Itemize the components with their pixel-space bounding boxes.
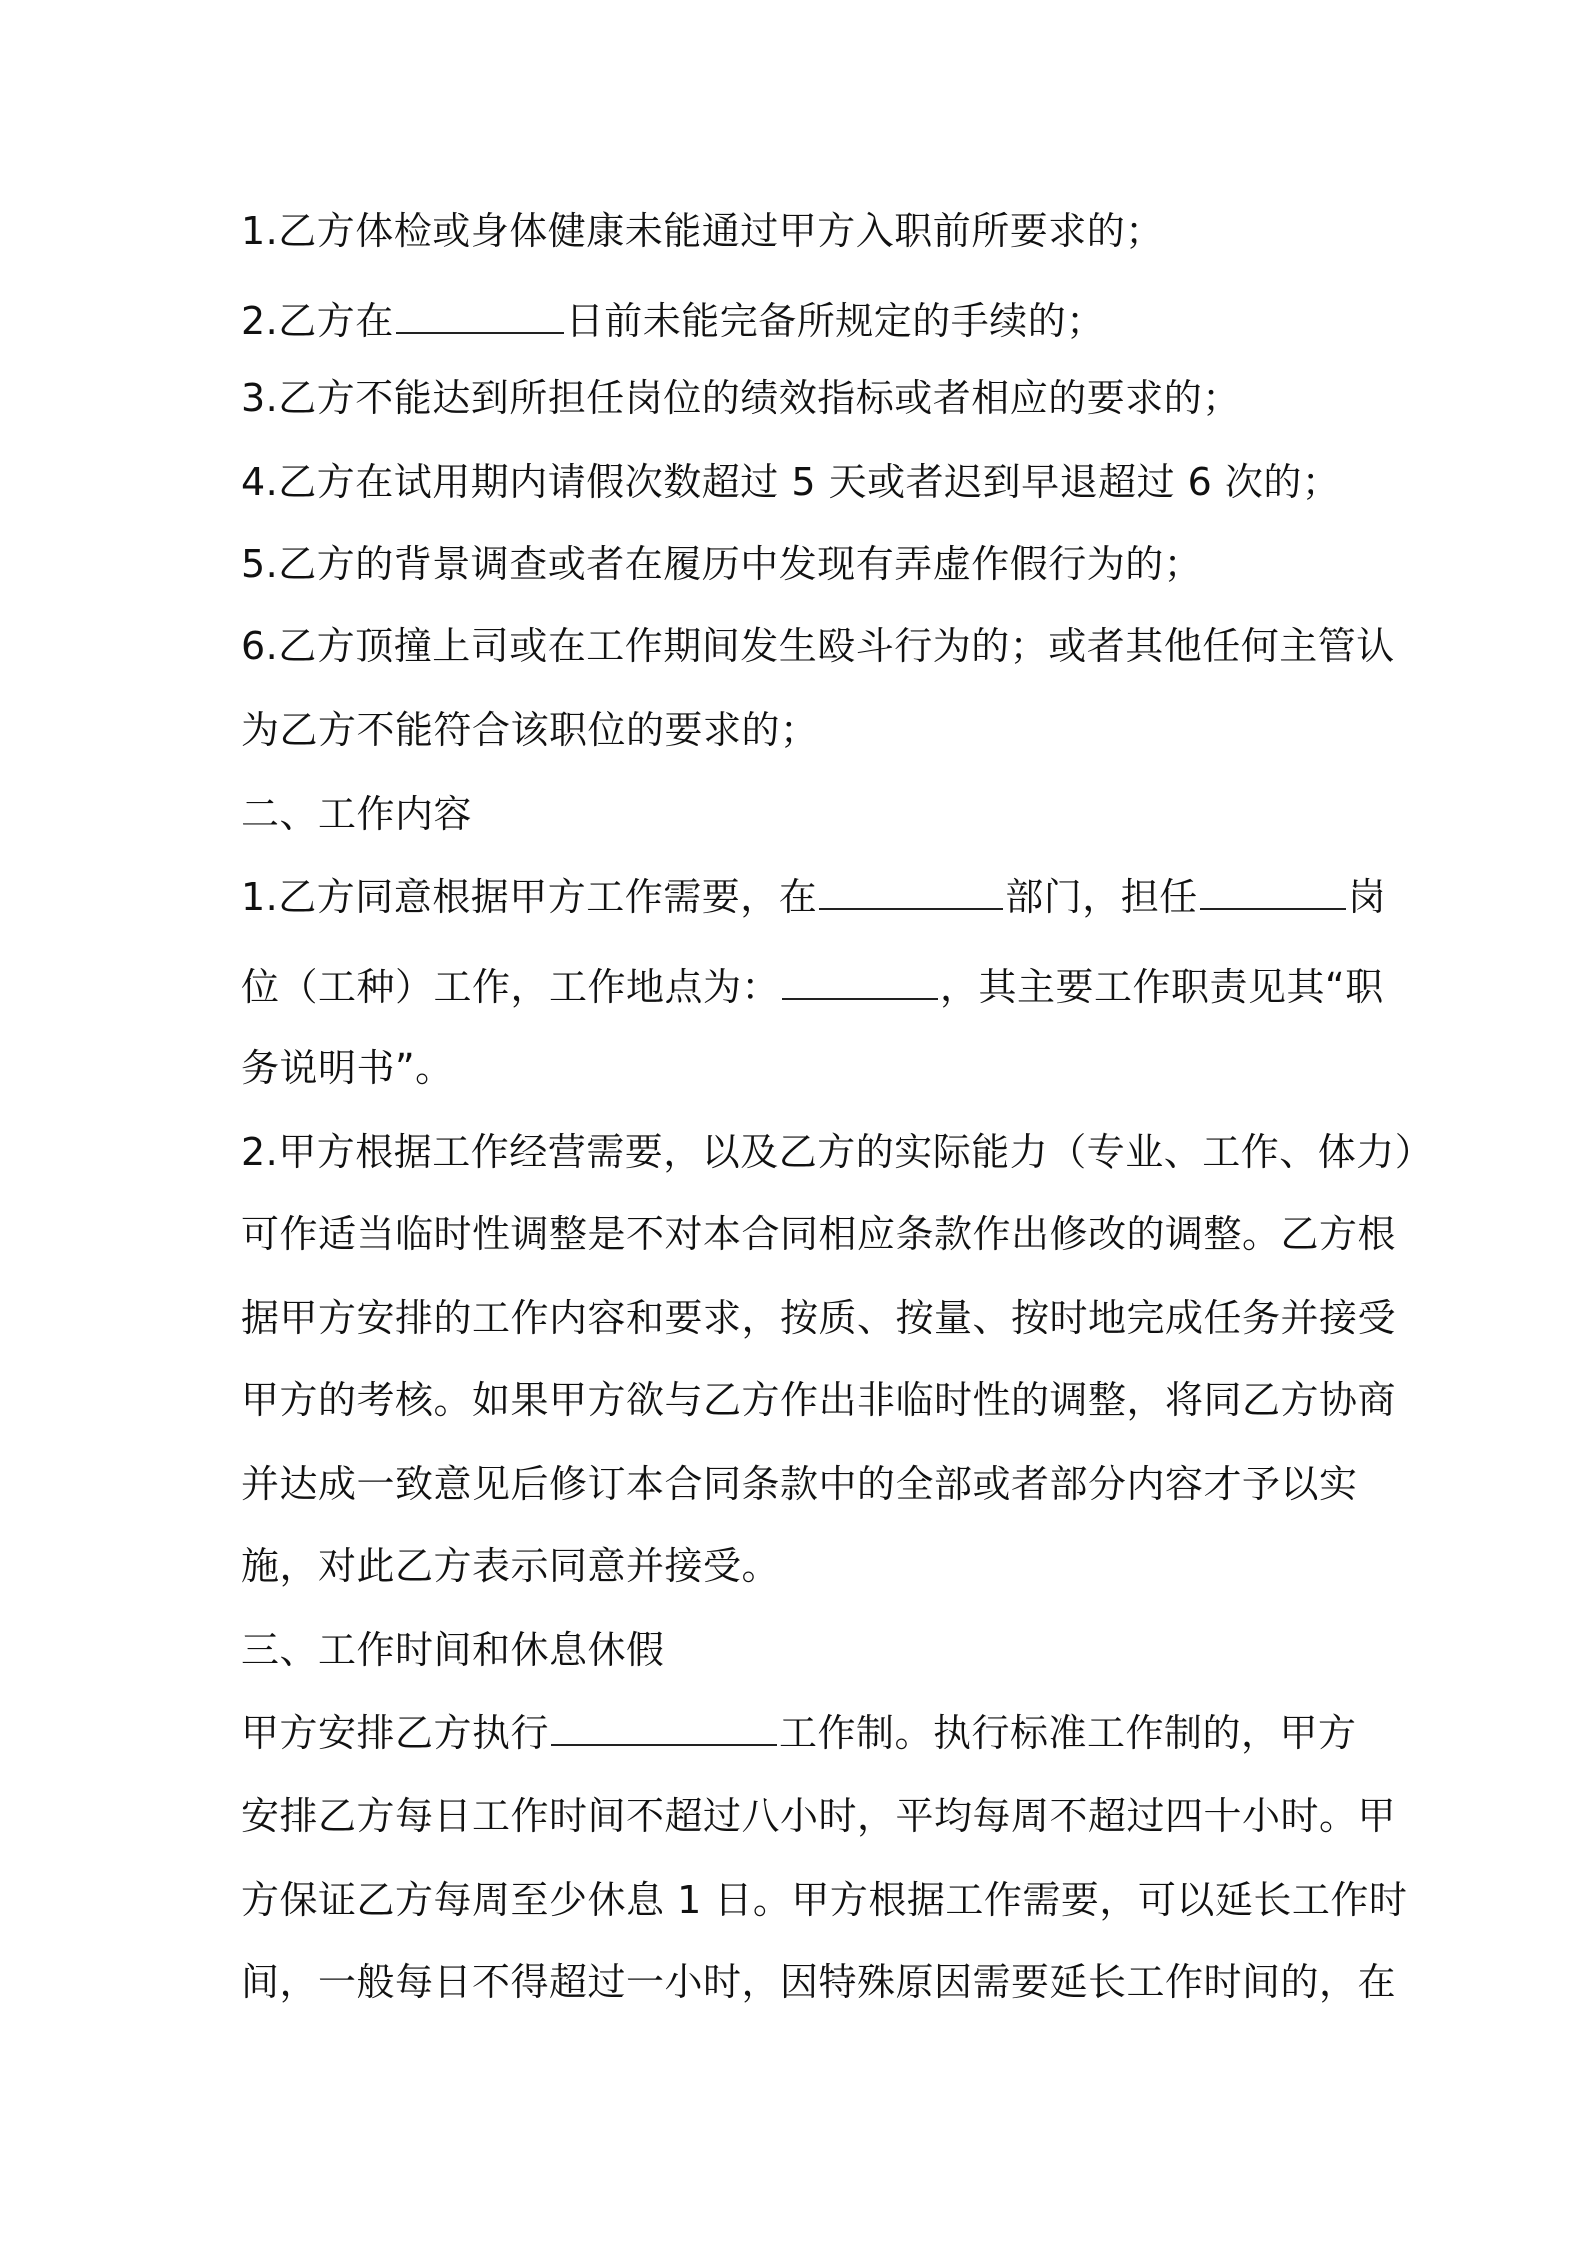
section-2-para-1-line-3	[241, 1044, 1361, 1092]
section-3-line-1	[241, 1708, 1361, 1757]
clause-text: 5.乙方的背景调查或者在履历中发现有弄虚作假行为的；	[241, 542, 1203, 586]
department-blank	[819, 872, 1003, 910]
section-2-para-1-line-2	[241, 962, 1384, 1011]
section-2-para-2-line-6	[241, 1542, 1361, 1590]
paragraph-text: 2.甲方根据工作经营需要，以及乙方的实际能力（专业、工作、体力）	[241, 1130, 1434, 1174]
section-2-para-2-line-1	[241, 1128, 1434, 1176]
section-2-para-1-line-1	[241, 872, 1387, 921]
clause-item-1	[241, 207, 1361, 255]
section-3-line-4	[241, 1958, 1397, 2006]
paragraph-text: ，其主要工作职责见其“职	[940, 965, 1384, 1009]
clause-text: 为乙方不能符合该职位的要求的；	[241, 708, 819, 752]
paragraph-text: 方保证乙方每周至少休息 1 日。甲方根据工作需要，可以延长工作时	[241, 1878, 1408, 1922]
clause-text: 1.乙方体检或身体健康未能通过甲方入职前所要求的；	[241, 209, 1164, 253]
section-2-para-2-line-5	[241, 1460, 1361, 1508]
clause-item-2	[241, 296, 1361, 345]
paragraph-text: 部门，担任	[1005, 875, 1198, 919]
paragraph-text: 岗	[1347, 875, 1387, 919]
section-3-line-3	[241, 1876, 1408, 1924]
section-2-para-2-line-3	[241, 1294, 1397, 1342]
paragraph-text: 并达成一致意见后修订本合同条款中的全部或者部分内容才予以实	[241, 1462, 1358, 1506]
date-blank	[396, 296, 564, 334]
section-2-para-2-line-4	[241, 1376, 1397, 1424]
paragraph-text: 甲方的考核。如果甲方欲与乙方作出非临时性的调整，将同乙方协商	[241, 1378, 1397, 1422]
work-system-blank	[551, 1708, 777, 1746]
clause-item-6-line-1	[241, 622, 1395, 670]
clause-item-6-line-2	[241, 706, 1361, 754]
section-2-para-2-line-2	[241, 1210, 1397, 1258]
paragraph-text: 安排乙方每日工作时间不超过八小时，平均每周不超过四十小时。甲	[241, 1794, 1397, 1838]
clause-item-3	[241, 374, 1361, 422]
paragraph-text: 1.乙方同意根据甲方工作需要，在	[241, 875, 818, 919]
clause-text: 3.乙方不能达到所担任岗位的绩效指标或者相应的要求的；	[241, 376, 1241, 420]
clause-text: 4.乙方在试用期内请假次数超过 5 天或者迟到早退超过 6 次的；	[241, 460, 1341, 504]
paragraph-text: 可作适当临时性调整是不对本合同相应条款作出修改的调整。乙方根	[241, 1212, 1397, 1256]
paragraph-text: 施，对此乙方表示同意并接受。	[241, 1544, 781, 1588]
section-2-heading	[241, 790, 1361, 838]
position-blank	[1200, 872, 1346, 910]
clause-text: 2.乙方在	[241, 299, 394, 343]
paragraph-text: 间，一般每日不得超过一小时，因特殊原因需要延长工作时间的，在	[241, 1960, 1397, 2004]
paragraph-text: 甲方安排乙方执行	[241, 1711, 550, 1755]
clause-item-4	[241, 458, 1361, 506]
section-3-heading	[241, 1626, 1361, 1674]
workplace-blank	[782, 962, 938, 1000]
section-heading: 三、工作时间和休息休假	[241, 1628, 665, 1672]
clause-item-5	[241, 540, 1361, 588]
paragraph-text: 务说明书”。	[241, 1046, 454, 1090]
section-3-line-2	[241, 1792, 1397, 1840]
paragraph-text: 据甲方安排的工作内容和要求，按质、按量、按时地完成任务并接受	[241, 1296, 1397, 1340]
clause-text: 日前未能完备所规定的手续的；	[565, 299, 1105, 343]
paragraph-text: 工作制。执行标准工作制的，甲方	[779, 1711, 1357, 1755]
paragraph-text: 位（工种）工作，工作地点为：	[241, 965, 781, 1009]
section-heading: 二、工作内容	[241, 792, 473, 836]
clause-text: 6.乙方顶撞上司或在工作期间发生殴斗行为的；或者其他任何主管认	[241, 624, 1395, 668]
